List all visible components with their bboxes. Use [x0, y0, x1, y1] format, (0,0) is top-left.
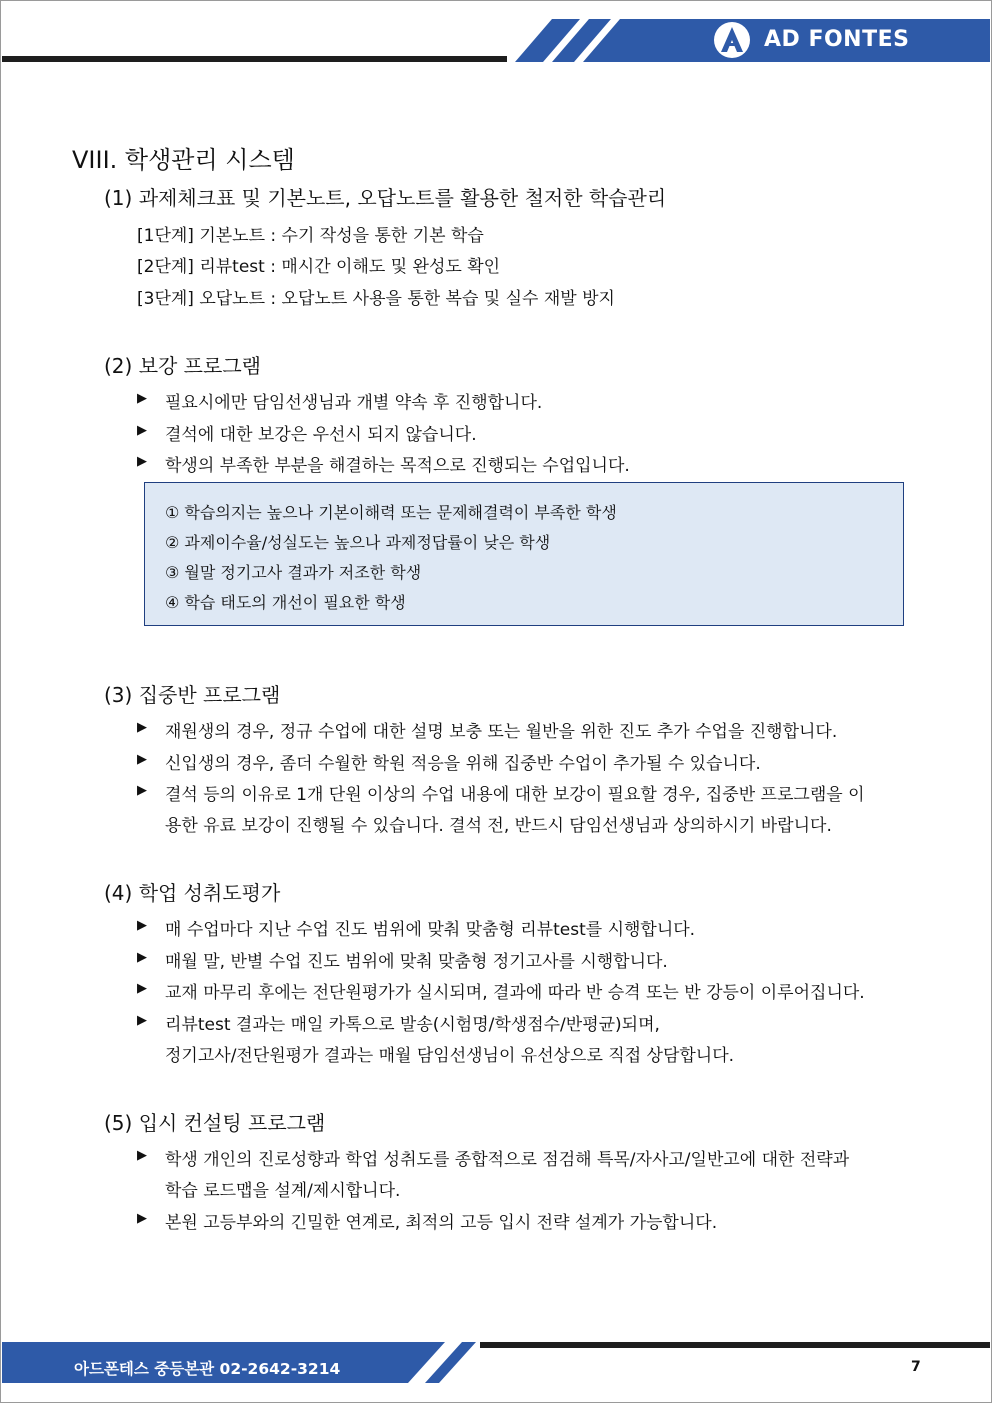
- logo-text: AD FONTES: [764, 27, 910, 52]
- bullet-triangle-icon: ▶: [137, 423, 147, 438]
- bullet-triangle-icon: ▶: [137, 1148, 147, 1163]
- section-1-heading: (1) 과제체크표 및 기본노트, 오답노트를 활용한 철저한 학습관리: [104, 186, 667, 210]
- criteria-item: ④ 학습 태도의 개선이 필요한 학생: [165, 593, 406, 612]
- step-2-line: [2단계] 리뷰test : 매시간 이해도 및 완성도 확인: [137, 257, 501, 277]
- bullet-triangle-icon: ▶: [137, 454, 147, 469]
- page-title: VIII. 학생관리 시스템: [72, 146, 295, 174]
- bullet-triangle-icon: ▶: [137, 752, 147, 767]
- footer-contact: 아드폰테스 중등본관 02-2642-3214: [74, 1360, 341, 1378]
- bullet-triangle-icon: ▶: [137, 391, 147, 406]
- logo-icon: [714, 22, 750, 58]
- bullet-triangle-icon: ▶: [137, 981, 147, 996]
- header-black-bar: [2, 56, 507, 62]
- page-number: 7: [911, 1359, 921, 1375]
- bullet-triangle-icon: ▶: [137, 1211, 147, 1226]
- bullet-triangle-icon: ▶: [137, 720, 147, 735]
- section-4-heading: (4) 학업 성취도평가: [104, 881, 281, 905]
- step-1-line: [1단계] 기본노트 : 수기 작성을 통한 기본 학습: [137, 226, 484, 246]
- footer-black-bar: [480, 1342, 990, 1348]
- criteria-box: [144, 482, 904, 626]
- bullet-triangle-icon: ▶: [137, 783, 147, 798]
- section-5-heading: (5) 입시 컨설팅 프로그램: [104, 1111, 326, 1135]
- bullet-triangle-icon: ▶: [137, 950, 147, 965]
- bullet-triangle-icon: ▶: [137, 1013, 147, 1028]
- criteria-item: ③ 월말 정기고사 결과가 저조한 학생: [165, 563, 422, 582]
- section-3-heading: (3) 집중반 프로그램: [104, 683, 281, 707]
- criteria-item: ① 학습의지는 높으나 기본이해력 또는 문제해결력이 부족한 학생: [165, 503, 617, 522]
- criteria-item: ② 과제이수율/성실도는 높으나 과제정답률이 낮은 학생: [165, 533, 551, 552]
- bullet-triangle-icon: ▶: [137, 918, 147, 933]
- step-3-line: [3단계] 오답노트 : 오답노트 사용을 통한 복습 및 실수 재발 방지: [137, 289, 615, 309]
- section-2-heading: (2) 보강 프로그램: [104, 354, 261, 378]
